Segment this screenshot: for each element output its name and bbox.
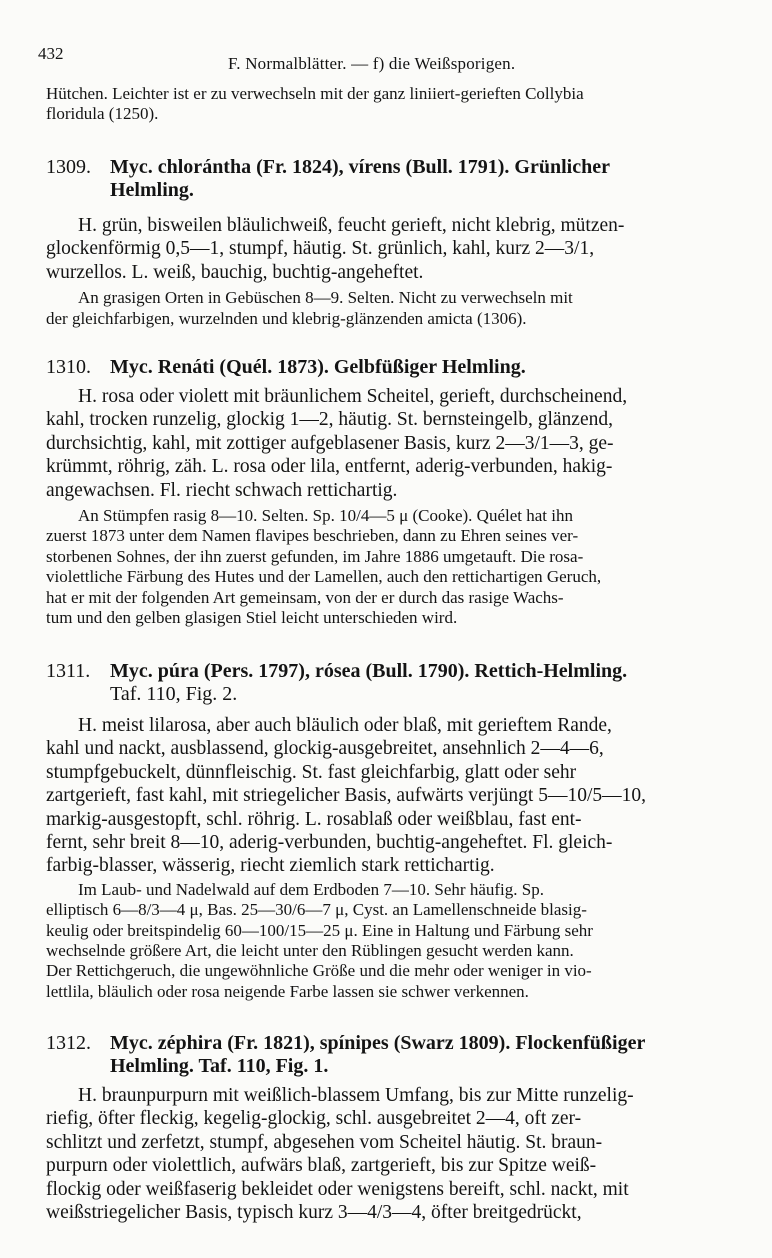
text-line: purpurn oder violettlich, aufwärs blaß, zartgerieft, bis zur Spitze weiß-: [46, 1155, 597, 1177]
entry-number: 1312.: [46, 1032, 91, 1054]
text-line: kahl, trocken runzelig, glockig 1—2, häutig. St. bernsteingelb, glänzend,: [46, 409, 613, 431]
entry-notes: [46, 288, 738, 329]
text-line: fernt, sehr breit 8—10, aderig-verbunden, buchtig-angeheftet. Fl. gleich-: [46, 831, 613, 853]
text-line: kahl und nackt, ausblassend, glockig-ausgebreitet, ansehnlich 2—4—6,: [46, 738, 604, 760]
intro-paragraph: [46, 84, 738, 125]
text-line: storbenen Sohnes, der ihn zuerst gefunden, im Jahre 1886 umgetauft. Die rosa-: [46, 546, 584, 566]
entry-title-cont: Helmling. Taf. 110, Fig. 1.: [110, 1055, 329, 1077]
text-line: wechselnde größere Art, die leicht unter den Rüblingen gesucht werden kann.: [46, 940, 574, 960]
text-line: Im Laub- und Nadelwald auf dem Erdboden 7—10. Sehr häufig. Sp.: [78, 879, 544, 899]
text-line: glockenförmig 0,5—1, stumpf, häutig. St. grünlich, kahl, kurz 2—3/1,: [46, 238, 595, 260]
text-line: farbig-blasser, wässerig, riecht ziemlich stark rettichartig.: [46, 855, 495, 877]
text-line: hat er mit der folgenden Art gemeinsam, von der er durch das rasige Wachs-: [46, 587, 564, 607]
entry-title: Myc. púra (Pers. 1797), rósea (Bull. 1790). Rettich-Helmling.: [110, 660, 628, 682]
entry-description: [46, 385, 738, 502]
text-line: elliptisch 6—8/3—4 μ, Bas. 25—30/6—7 μ, Cyst. an Lamellenschneide blasig-: [46, 900, 587, 920]
text-line: H. grün, bisweilen bläulichweiß, feucht gerieft, nicht klebrig, mützen-: [78, 215, 625, 236]
text-line: tum und den gelben glasigen Stiel leicht unterschieden wird.: [46, 607, 458, 627]
text-line: H. braunpurpurn mit weißlich-blassem Umfang, bis zur Mitte runzelig-: [78, 1085, 634, 1106]
text-line: schlitzt und zerfetzt, stumpf, abgesehen vom Scheitel häutig. St. braun-: [46, 1131, 603, 1153]
text-line: H. rosa oder violett mit bräunlichem Scheitel, gerieft, durchscheinend,: [78, 386, 628, 407]
running-head: F. Normalblätter. — f) die Weißsporigen.: [228, 54, 516, 73]
entry-description: [46, 214, 738, 284]
entry-heading: [46, 1032, 738, 1078]
text-line: wurzellos. L. weiß, bauchig, buchtig-angeheftet.: [46, 261, 424, 283]
text-line: keulig oder breitspindelig 60—100/15—25 μ. Eine in Haltung und Färbung sehr: [46, 920, 593, 940]
text-line: durchsichtig, kahl, mit zottiger aufgeblasener Basis, kurz 2—3/1—3, ge-: [46, 432, 614, 454]
entry-heading: [46, 356, 738, 379]
text-line: H. meist lilarosa, aber auch bläulich oder blaß, mit gerieftem Rande,: [78, 715, 612, 736]
entry-heading: [46, 660, 738, 706]
entry-number: 1311.: [46, 660, 91, 682]
entry-notes: [46, 880, 738, 1002]
entry-title-cont: Taf. 110, Fig. 2.: [110, 683, 238, 705]
entry-1310: [46, 356, 738, 628]
text-line: An Stümpfen rasig 8—10. Selten. Sp. 10/4—5 μ (Cooke). Quélet hat ihn: [78, 505, 573, 525]
entry-title-cont: Helmling.: [110, 179, 194, 201]
text-line: zuerst 1873 unter dem Namen flavipes beschrieben, dann zu Ehren seines ver-: [46, 526, 579, 546]
page-number: 432: [38, 44, 64, 63]
entry-number: 1310.: [46, 356, 91, 378]
text-line: krümmt, röhrig, zäh. L. rosa oder lila, entfernt, aderig-verbunden, hakig-: [46, 456, 613, 478]
entry-1309: [46, 156, 738, 329]
text-line: weißstriegelicher Basis, typisch kurz 3—4/3—4, öfter breitgedrückt,: [46, 1201, 582, 1223]
entry-title: Myc. zéphira (Fr. 1821), spínipes (Swarz 1809). Flockenfüßiger: [110, 1032, 646, 1054]
text-line: violettliche Färbung des Hutes und der Lamellen, auch den rettichartigen Geruch,: [46, 567, 602, 587]
text-line: lettlila, bläulich oder rosa neigende Farbe lassen sie schwer verkennen.: [46, 981, 529, 1001]
text-line: angewachsen. Fl. riecht schwach rettichartig.: [46, 479, 398, 501]
entry-notes: [46, 506, 738, 628]
text-line: riefig, öfter fleckig, kegelig-glockig, schl. ausgebreitet 2—4, oft zer-: [46, 1108, 582, 1130]
entry-number: 1309.: [46, 156, 91, 178]
entry-description: [46, 714, 738, 878]
text-line: Der Rettichgeruch, die ungewöhnliche Größe und die mehr oder weniger in vio-: [46, 961, 592, 981]
entry-heading: [46, 156, 738, 202]
entry-1311: [46, 660, 738, 1002]
text-line: markig-ausgestopft, schl. röhrig. L. rosablaß oder weißblau, fast ent-: [46, 808, 582, 830]
text-line: flockig oder weißfaserig bekleidet oder wenigstens bereift, schl. nackt, mit: [46, 1178, 629, 1200]
entry-title: Myc. Renáti (Quél. 1873). Gelbfüßiger Helmling.: [110, 356, 526, 378]
text-line: floridula (1250).: [46, 104, 159, 124]
entry-title: Myc. chlorántha (Fr. 1824), vírens (Bull. 1791). Grünlicher: [110, 156, 610, 178]
entry-description: [46, 1084, 738, 1224]
text-line: Hütchen. Leichter ist er zu verwechseln mit der ganz liniiert-gerieften Collybia: [46, 84, 584, 103]
text-line: zartgerieft, fast kahl, mit striegelicher Basis, aufwärts verjüngt 5—10/5—10,: [46, 785, 646, 807]
text-line: der gleichfarbigen, wurzelnden und klebrig-glänzenden amicta (1306).: [46, 308, 527, 328]
text-line: An grasigen Orten in Gebüschen 8—9. Selten. Nicht zu verwechseln mit: [78, 288, 573, 308]
text-line: stumpfgebuckelt, dünnfleischig. St. fast gleichfarbig, glatt oder sehr: [46, 761, 577, 783]
entry-1312: [46, 1032, 738, 1224]
